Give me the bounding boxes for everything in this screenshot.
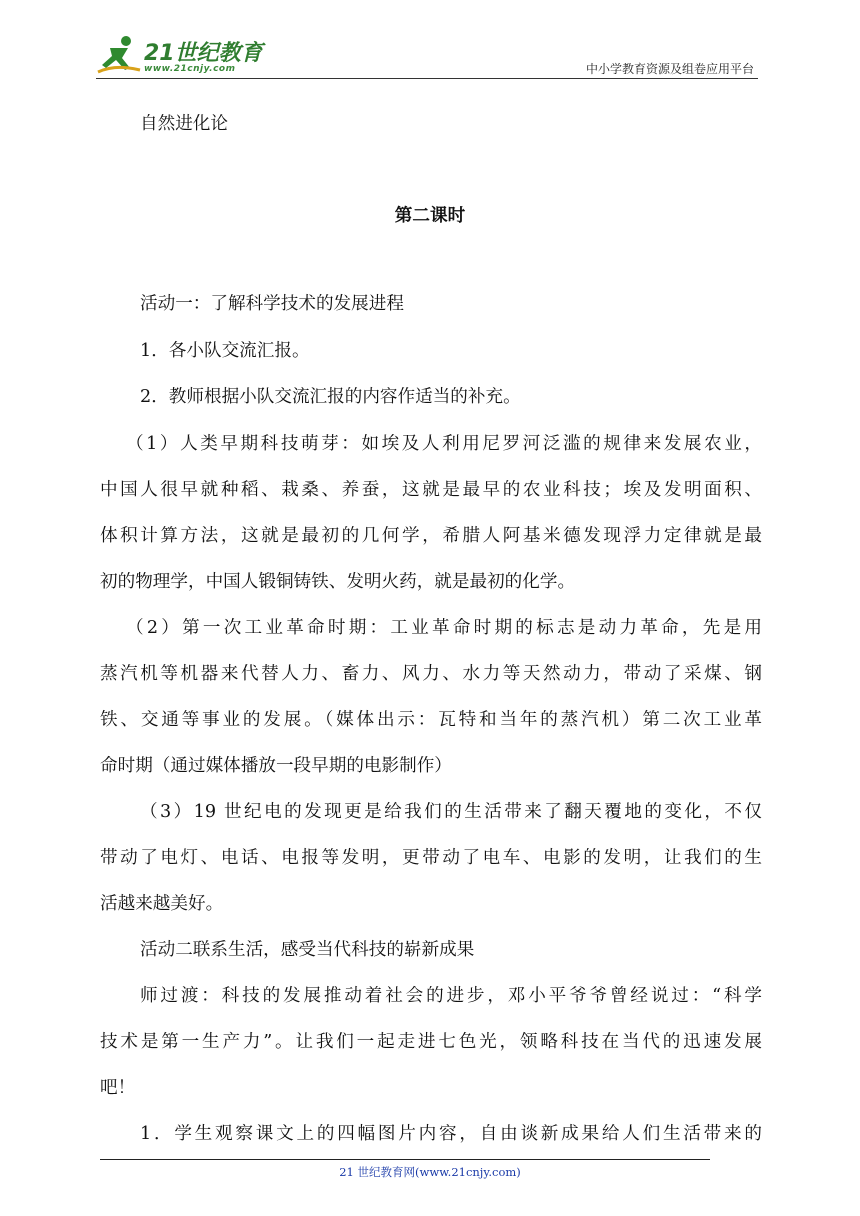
list-item: 1．学生观察课文上的四幅图片内容，自由谈新成果给人们生活带来的 [140,1124,762,1144]
paragraph-line: 铁、交通等事业的发展。（媒体出示：瓦特和当年的蒸汽机）第二次工业革 [100,710,762,730]
top-heading: 自然进化论 [140,114,228,134]
logo-url: www.21cnjy.com [144,64,236,74]
header-divider [96,78,758,79]
list-item: 1．各小队交流汇报。 [140,341,310,361]
paragraph-line: 命时期（通过媒体播放一段早期的电影制作） [100,756,452,776]
paragraph-line: 蒸汽机等机器来代替人力、畜力、风力、水力等天然动力，带动了采煤、钢 [100,664,762,684]
paragraph-line: 师过渡：科技的发展推动着社会的进步，邓小平爷爷曾经说过：“科学 [140,986,762,1006]
runner-logo-icon [96,34,142,74]
logo-text: 21世纪教育 [144,41,263,66]
paragraph-line: 体积计算方法，这就是最初的几何学，希腊人阿基米德发现浮力定律就是最 [100,526,762,546]
paragraph-line: 活越来越美好。 [100,894,224,914]
paragraph-line: 技术是第一生产力”。让我们一起走进七色光，领略科技在当代的迅速发展 [100,1032,762,1052]
paragraph-line: （3）19 世纪电的发现更是给我们的生活带来了翻天覆地的变化，不仅 [140,802,762,822]
list-item: 2．教师根据小队交流汇报的内容作适当的补充。 [140,387,521,407]
paragraph-line: （1）人类早期科技萌芽：如埃及人利用尼罗河泛滥的规律来发展农业， [126,434,762,454]
footer-divider [100,1159,710,1160]
paragraph-line: 初的物理学，中国人锻铜铸铁、发明火药，就是最初的化学。 [100,572,576,592]
activity-two-heading: 活动二联系生活，感受当代科技的崭新成果 [140,940,475,960]
paragraph-line: 吧！ [100,1078,136,1098]
platform-name: 中小学教育资源及组卷应用平台 [585,62,754,76]
paragraph-line: 带动了电灯、电话、电报等发明，更带动了电车、电影的发明，让我们的生 [100,848,762,868]
lesson-title: 第二课时 [394,206,466,226]
paragraph-line: （2）第一次工业革命时期：工业革命时期的标志是动力革命，先是用 [126,618,762,638]
page-header [96,30,758,80]
site-logo[interactable] [96,30,266,78]
paragraph-line: 中国人很早就种稻、栽桑、养蚕，这就是最早的农业科技；埃及发明面积、 [100,480,762,500]
footer-link[interactable]: 21 世纪教育网(www.21cnjy.com) [339,1165,521,1179]
activity-one-heading: 活动一：了解科学技术的发展进程 [140,294,404,314]
